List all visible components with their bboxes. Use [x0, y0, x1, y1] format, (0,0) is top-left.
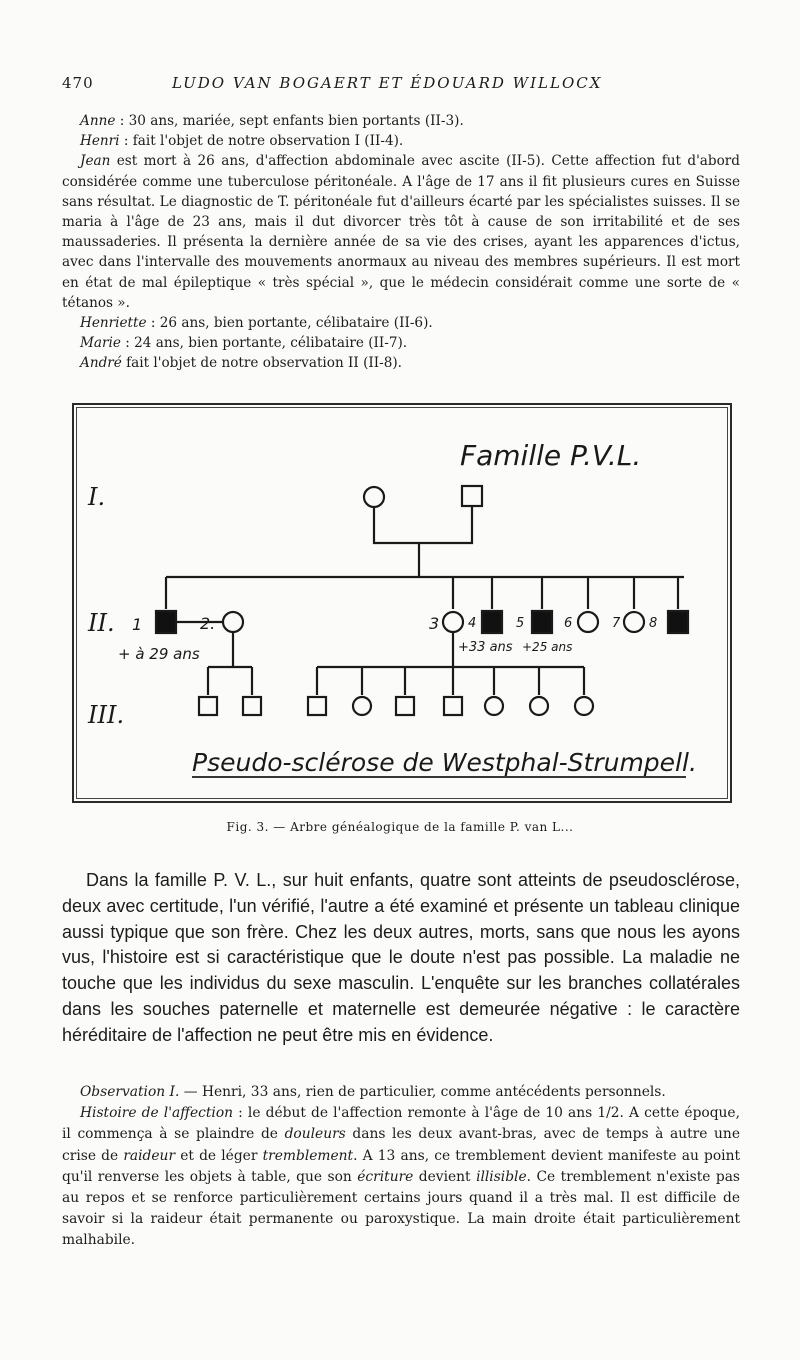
gen2-number-6: 6 [564, 616, 573, 631]
gen1-male [462, 486, 482, 506]
gen2-8-affected-male [668, 611, 688, 633]
list-item: André fait l'objet de notre observation II (II-8). [80, 355, 402, 372]
gen1-female [364, 487, 384, 507]
note-deceased-5: +25 ans [522, 640, 573, 654]
main-paragraph: Dans la famille P. V. L., sur huit enfants, quatre sont atteints de pseudosclérose, deux avec certitude, l'un vérifié, l'autre a été examiné et présente un tableau clinique aussi typique que son frère. Chez les deux autres, morts, sans que nous les ayons vus, l'histoire est si caractéristique que le doute n'est pas possible. La maladie ne touche que les individus du sexe masculin. L'enquête sur les branches collatérales dans les souches paternelle et maternelle est demeurée négative : le caractère héréditaire de l'affection ne peut être mis en évidence. [62, 870, 740, 1045]
gen3-female [530, 697, 548, 715]
observation-label: Observation I. [80, 1084, 180, 1100]
pedigree-chart [74, 405, 730, 801]
gen2-5-affected-male [532, 611, 552, 633]
gen2-3-female [443, 612, 463, 632]
gen2-number-3: 3 [429, 614, 440, 633]
main-text [62, 868, 740, 1049]
gen2-7-female [624, 612, 644, 632]
gen3-male [199, 697, 217, 715]
gen2-number-4: 4 [468, 616, 477, 631]
page-number: 470 [62, 74, 94, 92]
gen2-6-female [578, 612, 598, 632]
gen2-number-7: 7 [612, 616, 621, 631]
running-title: LUDO VAN BOGAERT ET ÉDOUARD WILLOCX [172, 74, 603, 92]
sibship-drops [166, 577, 678, 609]
gen2-number-8: 8 [649, 616, 658, 631]
generation-label-1: I. [88, 483, 106, 511]
figure-title: Famille P.V.L. [460, 439, 642, 472]
observation-intro: Observation I. — Henri, 33 ans, rien de particulier, comme antécédents personnels. [80, 1084, 666, 1100]
page-header [62, 74, 742, 94]
figure-caption: Fig. 3. — Arbre généalogique de la famille P. van L... [226, 820, 574, 834]
list-item: Henriette : 26 ans, bien portante, célibataire (II-6). [80, 315, 433, 332]
gen2-number-1: 1 [132, 615, 143, 634]
gen3-right-lines [317, 632, 584, 695]
gen3-male [444, 697, 462, 715]
gen3-male [396, 697, 414, 715]
note-deceased-4: +33 ans [458, 640, 513, 655]
generation-label-2: II. [88, 609, 115, 637]
list-item: Henri : fait l'objet de notre observation I (II-4). [80, 133, 404, 150]
gen3-female [353, 697, 371, 715]
generation-label-3: III. [88, 701, 125, 729]
list-item: Marie : 24 ans, bien portante, célibataire (II-7). [80, 335, 408, 352]
family-list [62, 111, 740, 374]
pedigree-figure [72, 403, 732, 803]
gen2-1-affected-male [156, 611, 176, 633]
gen2-4-affected-male [482, 611, 502, 633]
list-item: Jean est mort à 26 ans, d'affection abdominale avec ascite (II-5). Cette affection fut d'abord considérée comme une tuberculose péritonéale. A l'âge de 17 ans il fit plusieurs cures en Suisse sans résultat. Le diagnostic de T. péritonéale fut d'ailleurs écarté par les spécialistes suisses. Il se maria à l'âge de 23 ans, mais il dut divorcer très tôt à cause de son irritabilité et de ses maussaderies. Il présenta la dernière année de sa vie des crises, ayant les apparences d'ictus, avec dans l'intervalle des mouvements anormaux au niveau des membres supérieurs. Il est mort en état de mal épileptique « très spécial », que le médecin considérait comme une sorte de « tétanos ». [62, 153, 740, 311]
gen3-female [485, 697, 503, 715]
gen1-marriage-line [374, 506, 472, 543]
figure-subtitle: Pseudo-sclérose de Westphal-Strumpell. [192, 748, 697, 777]
note-deceased-1: + à 29 ans [118, 645, 200, 663]
list-item: Anne : 30 ans, mariée, sept enfants bien portants (II-3). [80, 113, 464, 129]
gen3-female [575, 697, 593, 715]
gen3-left-lines [208, 632, 252, 695]
gen2-2-female [223, 612, 243, 632]
history-label: Histoire de l'affection [80, 1105, 234, 1122]
gen2-number-5: 5 [516, 616, 525, 631]
gen3-male [243, 697, 261, 715]
gen2-number-2: 2. [200, 614, 216, 633]
observation-section [62, 1082, 740, 1252]
gen3-male [308, 697, 326, 715]
observation-history: Histoire de l'affection : le début de l'affection remonte à l'âge de 10 ans 1/2. A cette époque, il commença à se plaindre de douleurs dans les deux avant-bras, avec de temps à autre une crise de raideur et de léger tremblement. A 13 ans, ce tremblement devient manifeste au point qu'il renverse les objets à table, que son écriture devient illisible. Ce tremblement n'existe pas au repos et se renforce particulièrement certains jours quand il a très mal. Il est difficile de savoir si la raideur était permanente ou paroxystique. La main droite était particulièrement malhabile. [62, 1105, 741, 1249]
